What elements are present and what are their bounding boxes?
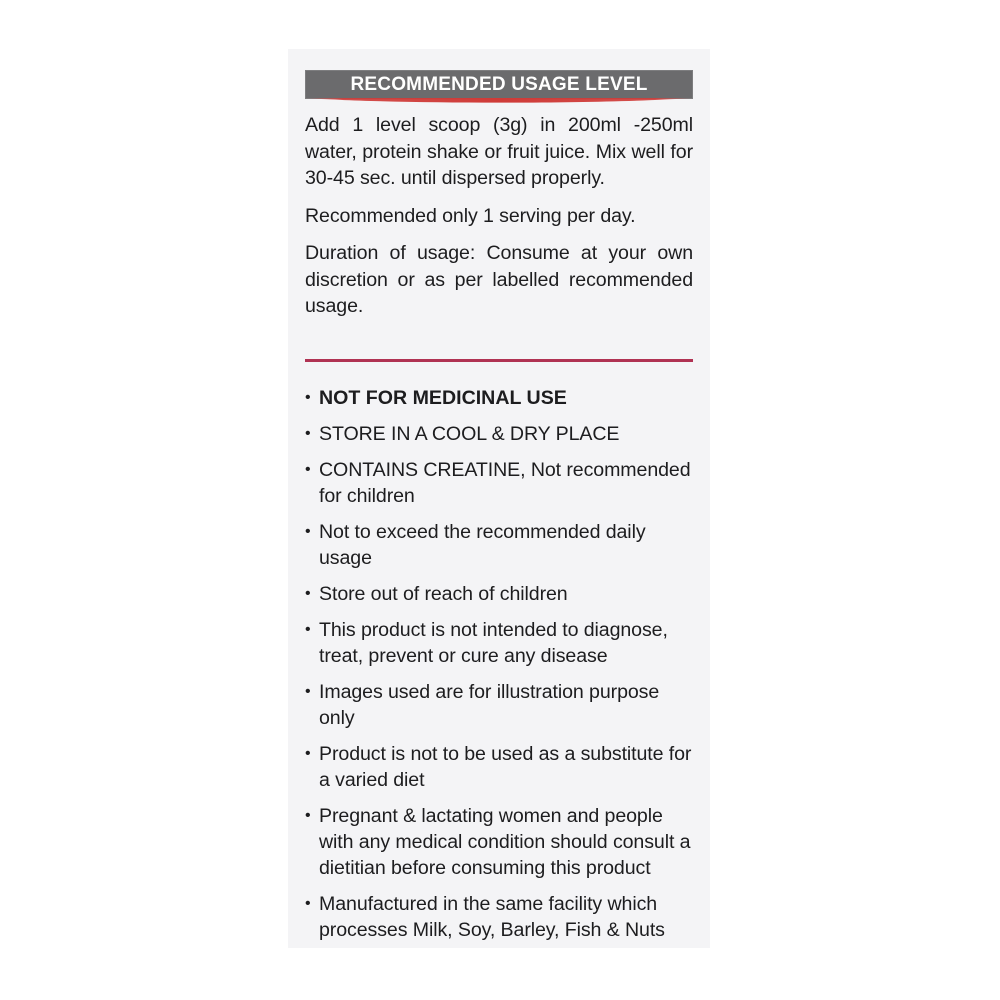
- list-item-text: Not to exceed the recommended daily usage: [319, 520, 646, 569]
- divider: [305, 359, 693, 362]
- warnings-list: [305, 385, 693, 943]
- label-panel: [288, 49, 710, 948]
- bullet-icon: •: [305, 620, 311, 638]
- list-item: [305, 457, 693, 509]
- bullet-icon: •: [305, 460, 311, 478]
- list-item-text: STORE IN A COOL & DRY PLACE: [319, 422, 620, 445]
- bullet-icon: •: [305, 744, 311, 762]
- usage-paragraph-directions: Add 1 level scoop (3g) in 200ml -250ml water, protein shake or fruit juice. Mix well for 30-45 sec. until dispersed properly.: [305, 114, 693, 189]
- usage-paragraph-serving: Recommended only 1 serving per day.: [305, 204, 636, 227]
- bullet-icon: •: [305, 806, 311, 824]
- list-item-text: Images used are for illustration purpose only: [319, 680, 660, 729]
- list-item: [305, 679, 693, 731]
- list-item: [305, 741, 693, 793]
- header-accent-swoosh-icon: [305, 98, 693, 104]
- bullet-icon: •: [305, 522, 311, 540]
- list-item: [305, 421, 693, 447]
- list-item: [305, 385, 693, 411]
- list-item-text: NOT FOR MEDICINAL USE: [319, 386, 567, 409]
- list-item-text: CONTAINS CREATINE, Not recommended for children: [319, 458, 691, 507]
- bullet-icon: •: [305, 424, 311, 442]
- bullet-icon: •: [305, 388, 311, 406]
- label-content: [288, 99, 710, 943]
- list-item-text: This product is not intended to diagnose, treat, prevent or cure any disease: [319, 618, 668, 667]
- bullet-icon: •: [305, 894, 311, 912]
- list-item: [305, 581, 693, 607]
- list-item: [305, 617, 693, 669]
- list-item: [305, 803, 693, 881]
- list-item: [305, 891, 693, 943]
- list-item-text: Manufactured in the same facility which processes Milk, Soy, Barley, Fish & Nuts: [319, 892, 665, 941]
- list-item-text: Product is not to be used as a substitute for a varied diet: [319, 742, 692, 791]
- list-item-text: Store out of reach of children: [319, 582, 568, 605]
- header-bar: [305, 70, 693, 99]
- page-title: RECOMMENDED USAGE LEVEL: [350, 74, 648, 95]
- usage-paragraph-duration: Duration of usage: Consume at your own discretion or as per labelled recommended usage.: [305, 242, 693, 317]
- list-item: [305, 519, 693, 571]
- bullet-icon: •: [305, 682, 311, 700]
- bullet-icon: •: [305, 584, 311, 602]
- list-item-text: Pregnant & lactating women and people with any medical condition should consult a dietitian before consuming this product: [319, 804, 691, 879]
